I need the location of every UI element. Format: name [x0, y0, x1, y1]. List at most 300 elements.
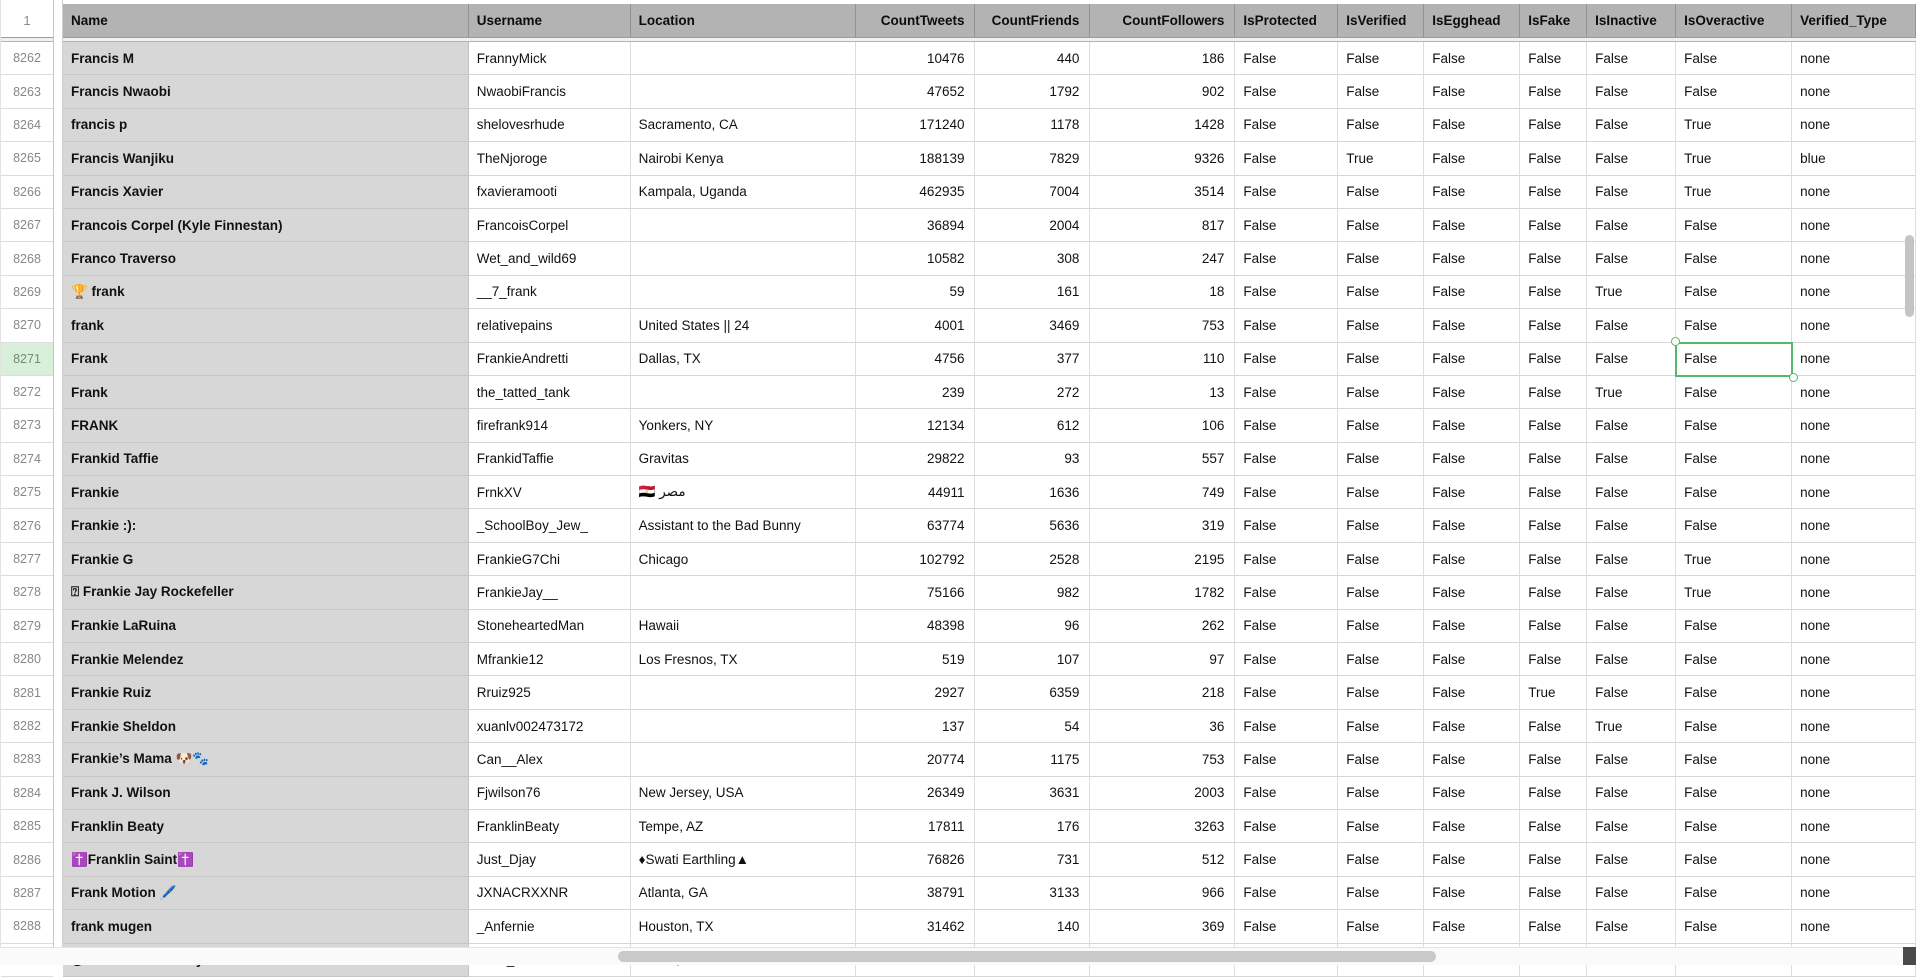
cell-isprotected[interactable]: False	[1235, 509, 1338, 542]
column-header-isegghead[interactable]: IsEgghead	[1424, 4, 1520, 37]
cell-verified_type[interactable]: none	[1792, 42, 1916, 75]
cell-location[interactable]	[631, 743, 856, 776]
cell-verified_type[interactable]: none	[1792, 543, 1916, 576]
row-number[interactable]: 8288	[1, 910, 53, 943]
cell-isprotected[interactable]: False	[1235, 176, 1338, 209]
cell-isprotected[interactable]: False	[1235, 910, 1338, 943]
cell-isoveractive[interactable]: False	[1676, 877, 1792, 910]
cell-location[interactable]: Yonkers, NY	[631, 409, 856, 442]
cell-countfriends[interactable]: 3133	[975, 877, 1090, 910]
cell-location[interactable]	[631, 209, 856, 242]
row-number[interactable]: 8265	[1, 142, 53, 175]
cell-isfake[interactable]: False	[1520, 710, 1587, 743]
cell-countfollowers[interactable]: 110	[1090, 343, 1235, 376]
cell-isegghead[interactable]: False	[1424, 743, 1520, 776]
cell-counttweets[interactable]: 44911	[856, 476, 976, 509]
cell-isoveractive[interactable]: False	[1676, 810, 1792, 843]
column-header-countfriends[interactable]: CountFriends	[975, 4, 1090, 37]
cell-isverified[interactable]: False	[1338, 610, 1424, 643]
cell-isegghead[interactable]: False	[1424, 643, 1520, 676]
cell-username[interactable]: fxavieramooti	[469, 176, 631, 209]
row-number[interactable]: 8274	[1, 443, 53, 476]
cell-username[interactable]: JXNACRXXNR	[469, 877, 631, 910]
cell-isverified[interactable]: False	[1338, 343, 1424, 376]
cell-countfollowers[interactable]: 749	[1090, 476, 1235, 509]
cell-countfollowers[interactable]: 262	[1090, 610, 1235, 643]
cell-countfollowers[interactable]: 97	[1090, 643, 1235, 676]
cell-isprotected[interactable]: False	[1235, 877, 1338, 910]
cell-countfriends[interactable]: 1792	[975, 75, 1090, 108]
cell-isverified[interactable]: True	[1338, 142, 1424, 175]
cell-isfake[interactable]: False	[1520, 743, 1587, 776]
cell-countfollowers[interactable]: 3514	[1090, 176, 1235, 209]
cell-isoveractive[interactable]: False	[1676, 910, 1792, 943]
cell-countfollowers[interactable]: 966	[1090, 877, 1235, 910]
cell-isprotected[interactable]: False	[1235, 476, 1338, 509]
cell-location[interactable]: Atlanta, GA	[631, 877, 856, 910]
cell-isegghead[interactable]: False	[1424, 543, 1520, 576]
cell-isinactive[interactable]: False	[1587, 75, 1676, 108]
cell-isfake[interactable]: False	[1520, 109, 1587, 142]
cell-countfriends[interactable]: 2528	[975, 543, 1090, 576]
cell-counttweets[interactable]: 137	[856, 710, 976, 743]
cell-isinactive[interactable]: False	[1587, 543, 1676, 576]
cell-name[interactable]: Franco Traverso	[63, 242, 469, 275]
cell-isinactive[interactable]: False	[1587, 643, 1676, 676]
cell-verified_type[interactable]: none	[1792, 409, 1916, 442]
cell-name[interactable]: frank	[63, 309, 469, 342]
cell-location[interactable]: Los Fresnos, TX	[631, 643, 856, 676]
cell-location[interactable]: 🇪🇬 مصر	[631, 476, 856, 509]
cell-verified_type[interactable]: none	[1792, 910, 1916, 943]
cell-name[interactable]: Frank	[63, 376, 469, 409]
row-number[interactable]: 8286	[1, 843, 53, 876]
cell-verified_type[interactable]: none	[1792, 810, 1916, 843]
row-number[interactable]: 8282	[1, 710, 53, 743]
cell-isverified[interactable]: False	[1338, 509, 1424, 542]
cell-isverified[interactable]: False	[1338, 710, 1424, 743]
cell-isegghead[interactable]: False	[1424, 576, 1520, 609]
cell-isoveractive[interactable]: False	[1676, 777, 1792, 810]
cell-counttweets[interactable]: 48398	[856, 610, 976, 643]
cell-isegghead[interactable]: False	[1424, 276, 1520, 309]
cell-isprotected[interactable]: False	[1235, 710, 1338, 743]
cell-isprotected[interactable]: False	[1235, 643, 1338, 676]
column-header-location[interactable]: Location	[631, 4, 856, 37]
cell-verified_type[interactable]: none	[1792, 843, 1916, 876]
cell-isinactive[interactable]: False	[1587, 877, 1676, 910]
cell-countfollowers[interactable]: 9326	[1090, 142, 1235, 175]
cell-isinactive[interactable]: False	[1587, 743, 1676, 776]
cell-isoveractive[interactable]: False	[1676, 443, 1792, 476]
cell-isprotected[interactable]: False	[1235, 343, 1338, 376]
cell-countfollowers[interactable]: 106	[1090, 409, 1235, 442]
cell-location[interactable]	[631, 576, 856, 609]
cell-isprotected[interactable]: False	[1235, 42, 1338, 75]
cell-countfriends[interactable]: 377	[975, 343, 1090, 376]
cell-isinactive[interactable]: False	[1587, 42, 1676, 75]
cell-username[interactable]: TheNjoroge	[469, 142, 631, 175]
cell-isoveractive[interactable]: False	[1676, 343, 1792, 376]
cell-name[interactable]: Francis Nwaobi	[63, 75, 469, 108]
cell-isprotected[interactable]: False	[1235, 777, 1338, 810]
cell-countfriends[interactable]: 107	[975, 643, 1090, 676]
cell-isegghead[interactable]: False	[1424, 777, 1520, 810]
cell-isinactive[interactable]: False	[1587, 109, 1676, 142]
cell-location[interactable]	[631, 276, 856, 309]
cell-isoveractive[interactable]: False	[1676, 376, 1792, 409]
cell-isinactive[interactable]: False	[1587, 843, 1676, 876]
row-number[interactable]: 8280	[1, 643, 53, 676]
cell-counttweets[interactable]: 63774	[856, 509, 976, 542]
cell-isverified[interactable]: False	[1338, 376, 1424, 409]
cell-username[interactable]: FrankieAndretti	[469, 343, 631, 376]
cell-verified_type[interactable]: none	[1792, 476, 1916, 509]
cell-isoveractive[interactable]: False	[1676, 743, 1792, 776]
cell-username[interactable]: _Anfernie	[469, 910, 631, 943]
cell-countfollowers[interactable]: 817	[1090, 209, 1235, 242]
cell-isverified[interactable]: False	[1338, 743, 1424, 776]
cell-counttweets[interactable]: 75166	[856, 576, 976, 609]
cell-isprotected[interactable]: False	[1235, 309, 1338, 342]
cell-location[interactable]: Dallas, TX	[631, 343, 856, 376]
cell-isfake[interactable]: False	[1520, 476, 1587, 509]
cell-countfollowers[interactable]: 2195	[1090, 543, 1235, 576]
cell-countfollowers[interactable]: 369	[1090, 910, 1235, 943]
cell-verified_type[interactable]: blue	[1792, 142, 1916, 175]
cell-verified_type[interactable]: none	[1792, 777, 1916, 810]
cell-isfake[interactable]: False	[1520, 176, 1587, 209]
column-header-name[interactable]: Name	[63, 4, 469, 37]
column-header-isfake[interactable]: IsFake	[1520, 4, 1587, 37]
cell-isprotected[interactable]: False	[1235, 843, 1338, 876]
cell-countfriends[interactable]: 2004	[975, 209, 1090, 242]
row-number[interactable]: 8267	[1, 209, 53, 242]
cell-countfollowers[interactable]: 1428	[1090, 109, 1235, 142]
cell-countfriends[interactable]: 308	[975, 242, 1090, 275]
cell-name[interactable]: FRANK	[63, 409, 469, 442]
row-number[interactable]: 8279	[1, 610, 53, 643]
cell-isverified[interactable]: False	[1338, 676, 1424, 709]
row-number[interactable]: 8271	[1, 343, 53, 376]
cell-isoveractive[interactable]: False	[1676, 476, 1792, 509]
cell-verified_type[interactable]: none	[1792, 877, 1916, 910]
cell-isinactive[interactable]: False	[1587, 176, 1676, 209]
row-number[interactable]: 8278	[1, 576, 53, 609]
cell-isoveractive[interactable]: False	[1676, 843, 1792, 876]
cell-countfollowers[interactable]: 1782	[1090, 576, 1235, 609]
column-header-verified_type[interactable]: Verified_Type	[1792, 4, 1916, 37]
cell-isverified[interactable]: False	[1338, 543, 1424, 576]
cell-isfake[interactable]: False	[1520, 610, 1587, 643]
cell-isinactive[interactable]: False	[1587, 209, 1676, 242]
selection-handle-top-left[interactable]	[1671, 337, 1680, 346]
cell-isegghead[interactable]: False	[1424, 910, 1520, 943]
cell-countfriends[interactable]: 93	[975, 443, 1090, 476]
cell-isprotected[interactable]: False	[1235, 676, 1338, 709]
cell-counttweets[interactable]: 519	[856, 643, 976, 676]
cell-isinactive[interactable]: False	[1587, 910, 1676, 943]
cell-counttweets[interactable]: 102792	[856, 543, 976, 576]
column-header-isinactive[interactable]: IsInactive	[1587, 4, 1676, 37]
cell-name[interactable]: Frankie :):	[63, 509, 469, 542]
cell-name[interactable]: frank mugen	[63, 910, 469, 943]
cell-isverified[interactable]: False	[1338, 409, 1424, 442]
cell-isinactive[interactable]: True	[1587, 710, 1676, 743]
cell-username[interactable]: firefrank914	[469, 409, 631, 442]
cell-isprotected[interactable]: False	[1235, 276, 1338, 309]
cell-location[interactable]: Houston, TX	[631, 910, 856, 943]
cell-verified_type[interactable]: none	[1792, 676, 1916, 709]
cell-isverified[interactable]: False	[1338, 910, 1424, 943]
cell-isinactive[interactable]: True	[1587, 376, 1676, 409]
cell-isinactive[interactable]: False	[1587, 777, 1676, 810]
row-number[interactable]: 8277	[1, 543, 53, 576]
cell-countfriends[interactable]: 982	[975, 576, 1090, 609]
cell-username[interactable]: the_tatted_tank	[469, 376, 631, 409]
cell-isegghead[interactable]: False	[1424, 710, 1520, 743]
cell-username[interactable]: Wet_and_wild69	[469, 242, 631, 275]
cell-isegghead[interactable]: False	[1424, 42, 1520, 75]
cell-isegghead[interactable]: False	[1424, 843, 1520, 876]
cell-countfriends[interactable]: 731	[975, 843, 1090, 876]
row-number[interactable]: 8263	[1, 75, 53, 108]
cell-counttweets[interactable]: 2927	[856, 676, 976, 709]
row-number[interactable]: 8275	[1, 476, 53, 509]
column-header-username[interactable]: Username	[469, 4, 631, 37]
vertical-scrollbar-thumb[interactable]	[1905, 235, 1914, 317]
cell-name[interactable]: Frankie Sheldon	[63, 710, 469, 743]
cell-isverified[interactable]: False	[1338, 877, 1424, 910]
cell-isprotected[interactable]: False	[1235, 109, 1338, 142]
cell-countfriends[interactable]: 161	[975, 276, 1090, 309]
cell-countfollowers[interactable]: 319	[1090, 509, 1235, 542]
cell-verified_type[interactable]: none	[1792, 209, 1916, 242]
cell-location[interactable]	[631, 242, 856, 275]
cell-countfriends[interactable]: 3631	[975, 777, 1090, 810]
cell-name[interactable]: Frank Motion 🖊️	[63, 877, 469, 910]
cell-isprotected[interactable]: False	[1235, 242, 1338, 275]
cell-countfriends[interactable]: 176	[975, 810, 1090, 843]
cell-isegghead[interactable]: False	[1424, 109, 1520, 142]
cell-verified_type[interactable]: none	[1792, 576, 1916, 609]
cell-isoveractive[interactable]: False	[1676, 643, 1792, 676]
cell-countfollowers[interactable]: 186	[1090, 42, 1235, 75]
cell-isprotected[interactable]: False	[1235, 376, 1338, 409]
cell-countfriends[interactable]: 54	[975, 710, 1090, 743]
cell-countfollowers[interactable]: 13	[1090, 376, 1235, 409]
cell-isprotected[interactable]: False	[1235, 209, 1338, 242]
horizontal-scrollbar-track[interactable]	[0, 947, 1916, 965]
cell-isoveractive[interactable]: True	[1676, 176, 1792, 209]
cell-location[interactable]	[631, 376, 856, 409]
cell-countfollowers[interactable]: 3263	[1090, 810, 1235, 843]
cell-isverified[interactable]: False	[1338, 476, 1424, 509]
cell-isinactive[interactable]: True	[1587, 276, 1676, 309]
cell-isfake[interactable]: False	[1520, 276, 1587, 309]
cell-isegghead[interactable]: False	[1424, 443, 1520, 476]
cell-isfake[interactable]: False	[1520, 75, 1587, 108]
cell-isegghead[interactable]: False	[1424, 209, 1520, 242]
cell-countfriends[interactable]: 6359	[975, 676, 1090, 709]
cell-username[interactable]: __7_frank	[469, 276, 631, 309]
cell-isverified[interactable]: False	[1338, 643, 1424, 676]
cell-isegghead[interactable]: False	[1424, 309, 1520, 342]
cell-verified_type[interactable]: none	[1792, 610, 1916, 643]
cell-countfollowers[interactable]: 902	[1090, 75, 1235, 108]
cell-isfake[interactable]: False	[1520, 910, 1587, 943]
cell-isegghead[interactable]: False	[1424, 242, 1520, 275]
cell-location[interactable]: Gravitas	[631, 443, 856, 476]
cell-countfollowers[interactable]: 512	[1090, 843, 1235, 876]
row-number[interactable]: 8281	[1, 676, 53, 709]
row-number[interactable]: 8264	[1, 109, 53, 142]
cell-verified_type[interactable]: none	[1792, 276, 1916, 309]
row-number[interactable]: 8270	[1, 309, 53, 342]
cell-isegghead[interactable]: False	[1424, 877, 1520, 910]
cell-isfake[interactable]: False	[1520, 309, 1587, 342]
cell-isverified[interactable]: False	[1338, 75, 1424, 108]
cell-username[interactable]: StoneheartedMan	[469, 610, 631, 643]
cell-isprotected[interactable]: False	[1235, 75, 1338, 108]
cell-countfriends[interactable]: 5636	[975, 509, 1090, 542]
cell-isfake[interactable]: False	[1520, 877, 1587, 910]
cell-isprotected[interactable]: False	[1235, 543, 1338, 576]
cell-isinactive[interactable]: False	[1587, 409, 1676, 442]
cell-verified_type[interactable]: none	[1792, 242, 1916, 275]
cell-isverified[interactable]: False	[1338, 176, 1424, 209]
cell-name[interactable]: Frankid Taffie	[63, 443, 469, 476]
cell-username[interactable]: Rruiz925	[469, 676, 631, 709]
cell-isinactive[interactable]: False	[1587, 676, 1676, 709]
cell-location[interactable]: ♦Swati Earthling▲	[631, 843, 856, 876]
cell-counttweets[interactable]: 47652	[856, 75, 976, 108]
cell-countfriends[interactable]: 140	[975, 910, 1090, 943]
cell-isoveractive[interactable]: False	[1676, 509, 1792, 542]
cell-username[interactable]: FrnkXV	[469, 476, 631, 509]
cell-location[interactable]: Assistant to the Bad Bunny	[631, 509, 856, 542]
cell-isfake[interactable]: False	[1520, 42, 1587, 75]
cell-counttweets[interactable]: 12134	[856, 409, 976, 442]
cell-isverified[interactable]: False	[1338, 242, 1424, 275]
cell-isegghead[interactable]: False	[1424, 376, 1520, 409]
cell-name[interactable]: Francis M	[63, 42, 469, 75]
column-header-isoveractive[interactable]: IsOveractive	[1676, 4, 1792, 37]
cell-isprotected[interactable]: False	[1235, 610, 1338, 643]
cell-isfake[interactable]: False	[1520, 543, 1587, 576]
cell-isprotected[interactable]: False	[1235, 142, 1338, 175]
cell-isegghead[interactable]: False	[1424, 810, 1520, 843]
cell-isverified[interactable]: False	[1338, 209, 1424, 242]
cell-username[interactable]: FrankieG7Chi	[469, 543, 631, 576]
cell-countfollowers[interactable]: 753	[1090, 743, 1235, 776]
cell-username[interactable]: FrankidTaffie	[469, 443, 631, 476]
cell-isoveractive[interactable]: True	[1676, 543, 1792, 576]
cell-counttweets[interactable]: 76826	[856, 843, 976, 876]
cell-counttweets[interactable]: 29822	[856, 443, 976, 476]
cell-isfake[interactable]: False	[1520, 242, 1587, 275]
cell-isoveractive[interactable]: True	[1676, 142, 1792, 175]
cell-username[interactable]: shelovesrhude	[469, 109, 631, 142]
cell-isfake[interactable]: False	[1520, 843, 1587, 876]
cell-isverified[interactable]: False	[1338, 109, 1424, 142]
cell-isoveractive[interactable]: False	[1676, 75, 1792, 108]
cell-isverified[interactable]: False	[1338, 777, 1424, 810]
cell-isinactive[interactable]: False	[1587, 443, 1676, 476]
cell-isfake[interactable]: False	[1520, 643, 1587, 676]
cell-countfriends[interactable]: 1175	[975, 743, 1090, 776]
cell-isfake[interactable]: False	[1520, 376, 1587, 409]
cell-isoveractive[interactable]: False	[1676, 309, 1792, 342]
cell-verified_type[interactable]: none	[1792, 176, 1916, 209]
cell-verified_type[interactable]: none	[1792, 643, 1916, 676]
cell-isegghead[interactable]: False	[1424, 343, 1520, 376]
cell-countfriends[interactable]: 7004	[975, 176, 1090, 209]
cell-name[interactable]: Francis Xavier	[63, 176, 469, 209]
cell-isverified[interactable]: False	[1338, 843, 1424, 876]
row-number[interactable]: 8269	[1, 276, 53, 309]
cell-counttweets[interactable]: 36894	[856, 209, 976, 242]
cell-counttweets[interactable]: 188139	[856, 142, 976, 175]
cell-location[interactable]: Nairobi Kenya	[631, 142, 856, 175]
cell-isinactive[interactable]: False	[1587, 309, 1676, 342]
cell-countfriends[interactable]: 7829	[975, 142, 1090, 175]
cell-username[interactable]: _SchoolBoy_Jew_	[469, 509, 631, 542]
cell-location[interactable]: Chicago	[631, 543, 856, 576]
cell-verified_type[interactable]: none	[1792, 343, 1916, 376]
cell-verified_type[interactable]: none	[1792, 109, 1916, 142]
cell-isegghead[interactable]: False	[1424, 509, 1520, 542]
cell-username[interactable]: Mfrankie12	[469, 643, 631, 676]
row-number[interactable]: 8262	[1, 42, 53, 75]
cell-countfollowers[interactable]: 753	[1090, 309, 1235, 342]
cell-location[interactable]	[631, 676, 856, 709]
cell-location[interactable]: Tempe, AZ	[631, 810, 856, 843]
cell-verified_type[interactable]: none	[1792, 376, 1916, 409]
cell-counttweets[interactable]: 26349	[856, 777, 976, 810]
cell-isfake[interactable]: False	[1520, 409, 1587, 442]
cell-countfriends[interactable]: 272	[975, 376, 1090, 409]
horizontal-scrollbar-thumb[interactable]	[618, 951, 1436, 962]
cell-isprotected[interactable]: False	[1235, 743, 1338, 776]
cell-counttweets[interactable]: 10476	[856, 42, 976, 75]
cell-counttweets[interactable]: 239	[856, 376, 976, 409]
cell-verified_type[interactable]: none	[1792, 75, 1916, 108]
row-number[interactable]: 8284	[1, 777, 53, 810]
cell-countfriends[interactable]: 1178	[975, 109, 1090, 142]
cell-isoveractive[interactable]: False	[1676, 242, 1792, 275]
cell-isinactive[interactable]: False	[1587, 509, 1676, 542]
cell-username[interactable]: NwaobiFrancis	[469, 75, 631, 108]
cell-username[interactable]: Fjwilson76	[469, 777, 631, 810]
cell-isegghead[interactable]: False	[1424, 610, 1520, 643]
cell-counttweets[interactable]: 462935	[856, 176, 976, 209]
cell-name[interactable]: Frank	[63, 343, 469, 376]
cell-isverified[interactable]: False	[1338, 810, 1424, 843]
cell-isfake[interactable]: False	[1520, 209, 1587, 242]
cell-isverified[interactable]: False	[1338, 42, 1424, 75]
cell-isegghead[interactable]: False	[1424, 676, 1520, 709]
column-header-counttweets[interactable]: CountTweets	[856, 4, 976, 37]
cell-location[interactable]	[631, 42, 856, 75]
cell-countfollowers[interactable]: 18	[1090, 276, 1235, 309]
row-number[interactable]: 8285	[1, 810, 53, 843]
cell-location[interactable]: Hawaii	[631, 610, 856, 643]
cell-isinactive[interactable]: False	[1587, 476, 1676, 509]
cell-username[interactable]: FrankieJay__	[469, 576, 631, 609]
cell-username[interactable]: Just_Djay	[469, 843, 631, 876]
cell-isoveractive[interactable]: False	[1676, 710, 1792, 743]
